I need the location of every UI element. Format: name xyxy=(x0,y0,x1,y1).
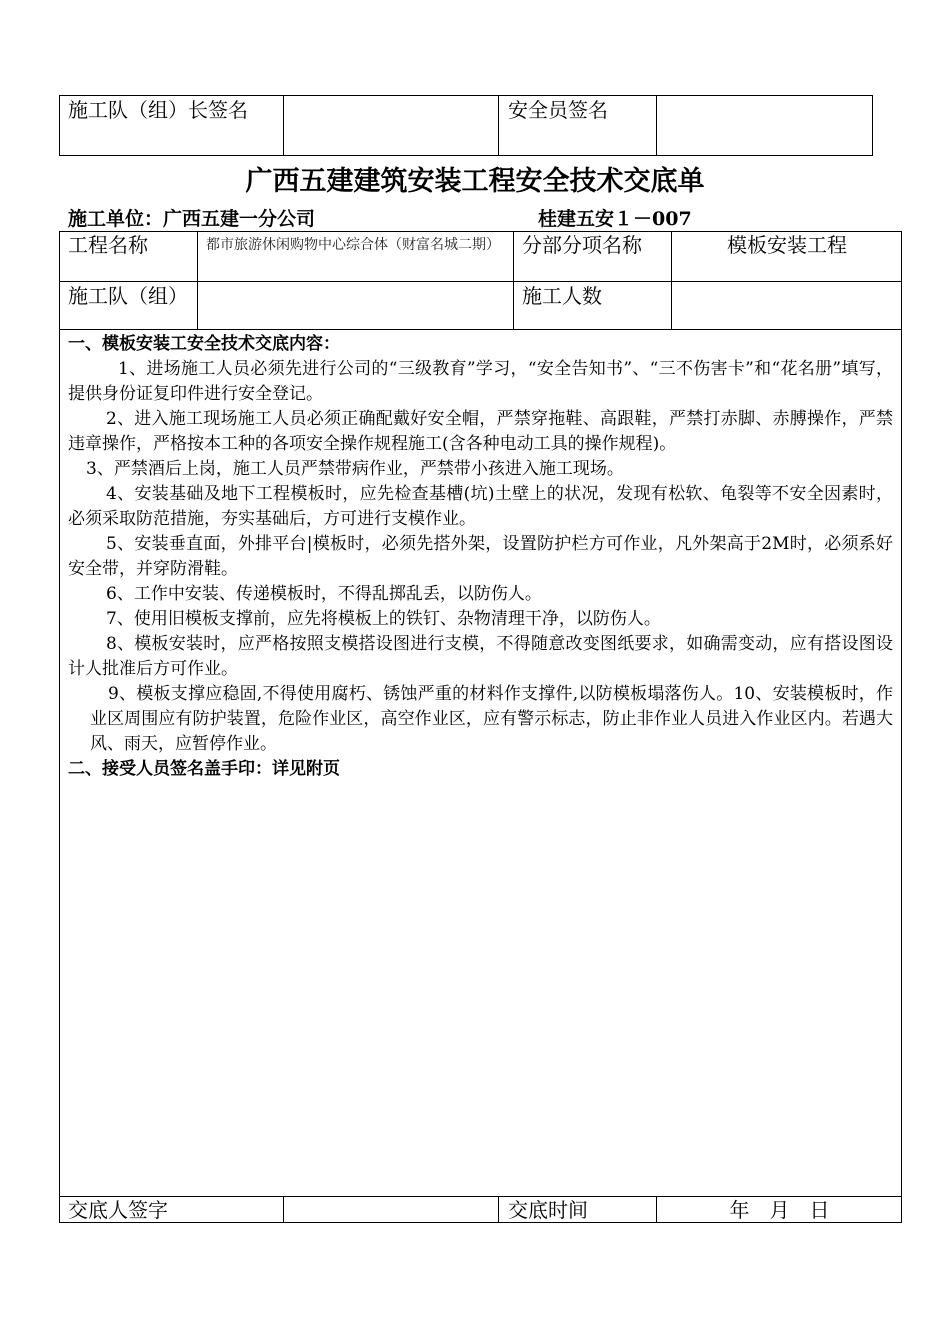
handover-time-label: 交底时间 xyxy=(508,1198,588,1222)
leader-sign-field[interactable] xyxy=(286,98,494,152)
handover-date-field[interactable]: 年 月 日 xyxy=(729,1198,830,1222)
safety-sign-label: 安全员签名 xyxy=(508,98,608,122)
safety-sign-field[interactable] xyxy=(659,98,869,152)
signatures-heading: 二、接受人员签名盖手印：详见附页 xyxy=(68,759,340,779)
divider xyxy=(197,231,198,329)
divider xyxy=(59,329,902,330)
list-item: 1、进场施工人员必须先进行公司的“三级教育”学习，“安全告知书”、“三不伤害卡”和“花名册”填写，提供身份证复印件进行安全登记。 xyxy=(68,359,893,404)
team-label: 施工队（组） xyxy=(68,284,188,308)
construction-unit: 施工单位：广西五建一分公司 xyxy=(68,208,316,230)
divider xyxy=(656,95,657,156)
list-item: 5、安装垂直面，外排平台|模板时，必须先搭外架，设置防护栏方可作业，凡外架高于2M时，必须系好安全带，并穿防滑鞋。 xyxy=(68,534,893,579)
team-value[interactable] xyxy=(200,284,510,326)
list-item: 2、进入施工现场施工人员必须正确配戴好安全帽，严禁穿拖鞋、高跟鞋，严禁打赤脚、赤膊操作，严禁违章操作，严格按本工种的各项安全操作规程施工(含各种电动工具的操作规程)。 xyxy=(68,409,893,454)
subproject-value: 模板安装工程 xyxy=(727,233,847,257)
workers-value[interactable] xyxy=(675,284,899,326)
list-item: 6、工作中安装、传递模板时，不得乱掷乱丢，以防伤人。 xyxy=(106,584,542,604)
list-item: 8、模板安装时，应严格按照支模搭设图进行支模，不得随意改变图纸要求，如确需变动，应有搭设图设计人批准后方可作业。 xyxy=(68,634,893,679)
divider xyxy=(498,95,499,156)
project-name-label: 工程名称 xyxy=(68,233,148,257)
project-name-value: 都市旅游休闲购物中心综合体（财富名城二期） xyxy=(206,237,500,253)
content-section xyxy=(68,332,893,782)
divider xyxy=(59,281,902,282)
content-heading: 一、模板安装工安全技术交底内容： xyxy=(68,334,340,354)
divider xyxy=(513,231,514,329)
document-code: 桂建五安１－007 xyxy=(538,208,692,230)
list-item: 3、严禁酒后上岗，施工人员严禁带病作业，严禁带小孩进入施工现场。 xyxy=(86,459,624,479)
divider xyxy=(498,1196,499,1223)
handover-sign-field[interactable] xyxy=(286,1198,494,1220)
list-item: 4、安装基础及地下工程模板时，应先检查基槽(坑)土壁上的状况，发现有松软、龟裂等不安全因素时，必须采取防范措施，夯实基础后，方可进行支模作业。 xyxy=(68,484,893,529)
list-item: 9、模板支撑应稳固,不得使用腐朽、锈蚀严重的材料作支撑件,以防模板塌落伤人。10、安装模板时，作业区周围应有防护装置，危险作业区，高空作业区，应有警示标志，防止非作业人员进入作业区内。若遇大风、雨天，应暂停作业。 xyxy=(90,684,893,754)
workers-label: 施工人数 xyxy=(522,284,602,308)
subproject-label: 分部分项名称 xyxy=(522,233,642,257)
leader-sign-label: 施工队（组）长签名 xyxy=(68,98,248,122)
divider xyxy=(283,95,284,156)
page-title: 广西五建建筑安装工程安全技术交底单 xyxy=(245,166,705,197)
list-item: 7、使用旧模板支撑前，应先将模板上的铁钉、杂物清理干净，以防伤人。 xyxy=(106,609,661,629)
divider xyxy=(283,1196,284,1223)
handover-sign-label: 交底人签字 xyxy=(68,1198,168,1222)
divider xyxy=(59,1196,902,1197)
